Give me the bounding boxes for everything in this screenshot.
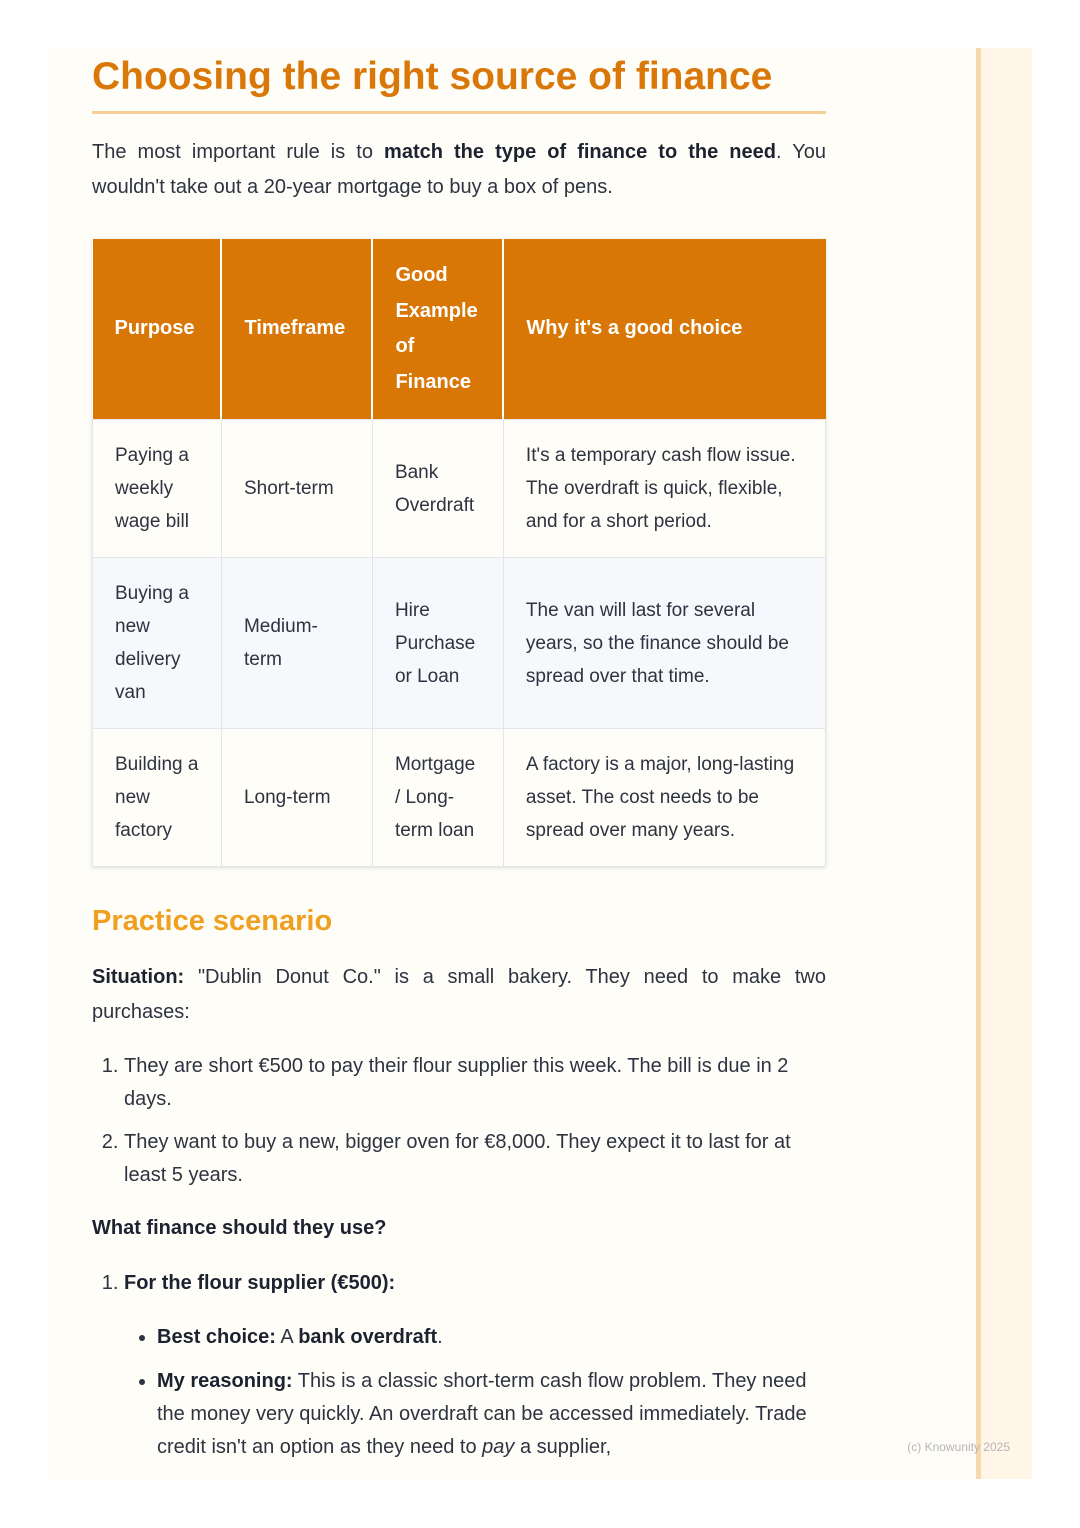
cell-why: A factory is a major, long-lasting asset. The cost needs to be spread over many years. xyxy=(503,729,825,867)
intro-paragraph xyxy=(92,135,826,205)
reasoning-label: My reasoning: xyxy=(157,1370,293,1392)
answer-list xyxy=(92,1267,826,1464)
practice-heading: Practice scenario xyxy=(92,905,333,937)
header-example: Good Example of Finance xyxy=(372,239,503,420)
best-choice-pre: A xyxy=(275,1326,299,1348)
list-item: 2. They want to buy a new, bigger oven for €8,000. They expect it to last for at least 5 years. xyxy=(124,1126,826,1192)
situation-text: "Dublin Donut Co." is a small bakery. They need to make two purchases: xyxy=(92,966,826,1023)
cell-example: Bank Overdraft xyxy=(372,420,503,558)
reasoning-text: This is a classic short-term cash flow problem. They need the money very quickly. An overdraft can be accessed immediately. Trade credit isn't an option as they need to xyxy=(157,1370,807,1458)
cell-example: Mortgage / Long-term loan xyxy=(372,729,503,867)
question-heading: What finance should they use? xyxy=(92,1217,387,1239)
intro-text-end: . You wouldn't take out a 20-year mortgage to buy a box of pens. xyxy=(92,141,826,198)
cell-timeframe: Medium-term xyxy=(221,558,372,729)
list-item xyxy=(157,1321,826,1354)
cell-purpose: Buying a new delivery van xyxy=(93,558,222,729)
answer-points xyxy=(124,1321,826,1464)
reasoning-emphasis: pay xyxy=(482,1436,515,1458)
cell-why: It's a temporary cash flow issue. The overdraft is quick, flexible, and for a short period. xyxy=(503,420,825,558)
cell-purpose: Paying a weekly wage bill xyxy=(93,420,222,558)
intro-emphasis: match the type of finance to the need xyxy=(384,141,776,163)
copyright-notice: (c) Knowunity 2025 xyxy=(907,1440,1010,1454)
best-choice-label: Best choice: xyxy=(157,1326,276,1348)
content-column xyxy=(92,48,826,1475)
cell-why: The van will last for several years, so the finance should be spread over that time. xyxy=(503,558,825,729)
side-rule xyxy=(976,48,981,1479)
best-choice-post: . xyxy=(437,1326,443,1348)
header-why: Why it's a good choice xyxy=(503,239,825,420)
page-title: Choosing the right source of finance xyxy=(92,55,773,98)
table-row xyxy=(93,420,826,558)
list-item: 1. They are short €500 to pay their flour supplier this week. The bill is due in 2 days. xyxy=(124,1050,826,1116)
side-panel xyxy=(976,48,1032,1479)
list-item xyxy=(157,1365,826,1464)
title-underline xyxy=(92,111,826,114)
situation-label: Situation: xyxy=(92,966,185,988)
answer-heading: For the flour supplier (€500): xyxy=(124,1272,396,1294)
task-list xyxy=(92,1050,826,1192)
finance-table xyxy=(92,239,826,867)
table-row xyxy=(93,729,826,867)
intro-text: The most important rule is to xyxy=(92,141,385,163)
reasoning-tail: a supplier, xyxy=(514,1436,612,1458)
header-purpose: Purpose xyxy=(93,239,222,420)
cell-timeframe: Short-term xyxy=(221,420,372,558)
list-item xyxy=(124,1267,826,1464)
table-row xyxy=(93,558,826,729)
table-header-row xyxy=(93,239,826,420)
document-page xyxy=(48,48,1032,1479)
best-choice-value: bank overdraft xyxy=(298,1326,438,1348)
situation-paragraph xyxy=(92,960,826,1030)
cell-timeframe: Long-term xyxy=(221,729,372,867)
cell-purpose: Building a new factory xyxy=(93,729,222,867)
cell-example: Hire Purchase or Loan xyxy=(372,558,503,729)
header-timeframe: Timeframe xyxy=(221,239,372,420)
